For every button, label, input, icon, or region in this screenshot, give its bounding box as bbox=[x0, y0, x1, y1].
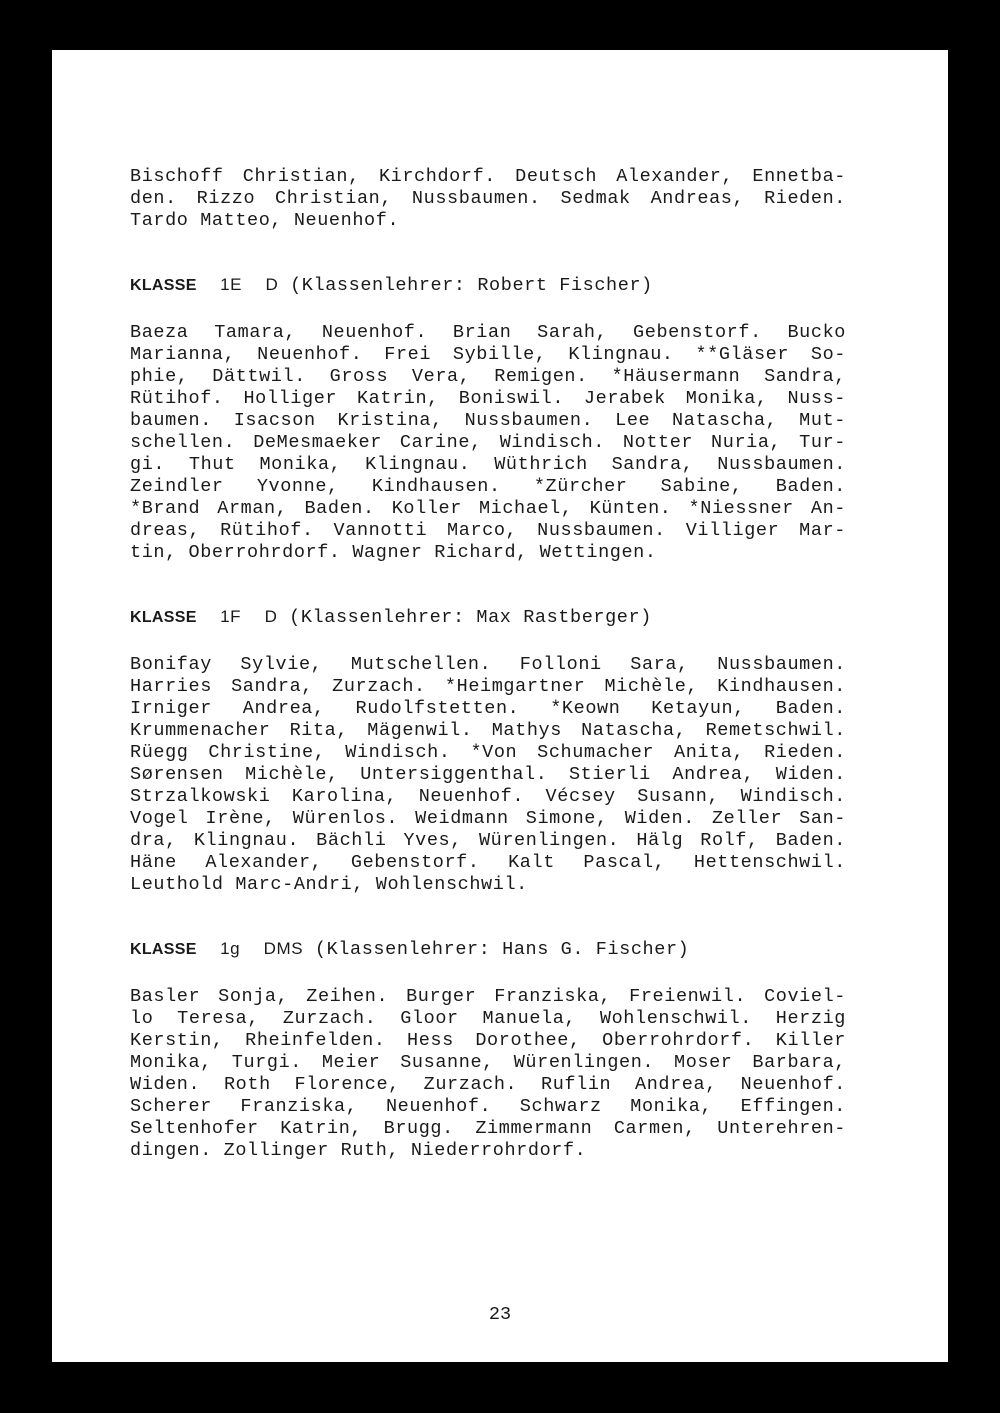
class-list-1g bbox=[130, 986, 846, 1162]
text-line: Irniger Andrea, Rudolfstetten. *Keown Ketayun, Baden. bbox=[130, 698, 846, 719]
class-list-1e bbox=[130, 322, 846, 564]
class-label: KLASSE bbox=[130, 941, 197, 958]
text-line: Vogel Irène, Würenlos. Weidmann Simone, Widen. Zeller San- bbox=[130, 808, 846, 829]
teacher-text: (Klassenlehrer: Max Rastberger) bbox=[289, 607, 652, 628]
text-line: dreas, Rütihof. Vannotti Marco, Nussbaumen. Villiger Mar- bbox=[130, 520, 846, 541]
text-line: lo Teresa, Zurzach. Gloor Manuela, Wohlenschwil. Herzig bbox=[130, 1008, 846, 1029]
text-line: den. Rizzo Christian, Nussbaumen. Sedmak Andreas, Rieden. bbox=[130, 188, 846, 209]
text-line: phie, Dättwil. Gross Vera, Remigen. *Häusermann Sandra, bbox=[130, 366, 846, 387]
class-code: 1F bbox=[220, 607, 242, 626]
text-line: Häne Alexander, Gebenstorf. Kalt Pascal, Hettenschwil. bbox=[130, 852, 846, 873]
class-code: 1E bbox=[220, 275, 243, 294]
class-type: DMS bbox=[263, 939, 304, 958]
text-line: Sørensen Michèle, Untersiggenthal. Stierli Andrea, Widen. bbox=[130, 764, 846, 785]
text-line: Marianna, Neuenhof. Frei Sybille, Klingnau. **Gläser So- bbox=[130, 344, 846, 365]
class-list-1f bbox=[130, 654, 846, 896]
text-line: Rütihof. Holliger Katrin, Boniswil. Jerabek Monika, Nuss- bbox=[130, 388, 846, 409]
text-line: dingen. Zollinger Ruth, Niederrohrdorf. bbox=[130, 1140, 587, 1161]
text-line: Bischoff Christian, Kirchdorf. Deutsch Alexander, Ennetba- bbox=[130, 166, 846, 187]
text-line: Zeindler Yvonne, Kindhausen. *Zürcher Sabine, Baden. bbox=[130, 476, 846, 497]
document-page bbox=[52, 50, 948, 1362]
text-line: dra, Klingnau. Bächli Yves, Würenlingen. Hälg Rolf, Baden. bbox=[130, 830, 846, 851]
text-line: Scherer Franziska, Neuenhof. Schwarz Monika, Effingen. bbox=[130, 1096, 846, 1117]
class-heading-1f bbox=[130, 606, 846, 629]
intro-paragraph bbox=[130, 166, 846, 232]
class-label: KLASSE bbox=[130, 609, 197, 626]
text-line: Tardo Matteo, Neuenhof. bbox=[130, 210, 400, 231]
text-line: Strzalkowski Karolina, Neuenhof. Vécsey Susann, Windisch. bbox=[130, 786, 846, 807]
text-line: Harries Sandra, Zurzach. *Heimgartner Michèle, Kindhausen. bbox=[130, 676, 846, 697]
text-line: Widen. Roth Florence, Zurzach. Ruflin Andrea, Neuenhof. bbox=[130, 1074, 846, 1095]
class-code: 1g bbox=[220, 939, 241, 958]
text-line: tin, Oberrohrdorf. Wagner Richard, Wettingen. bbox=[130, 542, 657, 563]
class-type: D bbox=[265, 275, 279, 294]
text-line: schellen. DeMesmaeker Carine, Windisch. Notter Nuria, Tur- bbox=[130, 432, 846, 453]
class-heading-1g bbox=[130, 938, 846, 961]
text-line: gi. Thut Monika, Klingnau. Wüthrich Sandra, Nussbaumen. bbox=[130, 454, 846, 475]
teacher-text: (Klassenlehrer: Hans G. Fischer) bbox=[314, 939, 690, 960]
class-label: KLASSE bbox=[130, 277, 197, 294]
text-line: Leuthold Marc-Andri, Wohlenschwil. bbox=[130, 874, 528, 895]
text-line: Basler Sonja, Zeihen. Burger Franziska, Freienwil. Coviel- bbox=[130, 986, 846, 1007]
text-line: Krummenacher Rita, Mägenwil. Mathys Natascha, Remetschwil. bbox=[130, 720, 846, 741]
text-line: Kerstin, Rheinfelden. Hess Dorothee, Oberrohrdorf. Killer bbox=[130, 1030, 846, 1051]
class-heading-1e bbox=[130, 274, 846, 297]
page-content bbox=[130, 166, 846, 1162]
text-line: Bonifay Sylvie, Mutschellen. Folloni Sara, Nussbaumen. bbox=[130, 654, 846, 675]
text-line: Monika, Turgi. Meier Susanne, Würenlingen. Moser Barbara, bbox=[130, 1052, 846, 1073]
page-number: 23 bbox=[488, 1304, 512, 1325]
text-line: Baeza Tamara, Neuenhof. Brian Sarah, Gebenstorf. Bucko bbox=[130, 322, 846, 343]
text-line: *Brand Arman, Baden. Koller Michael, Künten. *Niessner An- bbox=[130, 498, 846, 519]
text-line: Seltenhofer Katrin, Brugg. Zimmermann Carmen, Unterehren- bbox=[130, 1118, 846, 1139]
text-line: Rüegg Christine, Windisch. *Von Schumacher Anita, Rieden. bbox=[130, 742, 846, 763]
text-line: baumen. Isacson Kristina, Nussbaumen. Lee Natascha, Mut- bbox=[130, 410, 846, 431]
teacher-text: (Klassenlehrer: Robert Fischer) bbox=[290, 275, 653, 296]
class-type: D bbox=[264, 607, 278, 626]
